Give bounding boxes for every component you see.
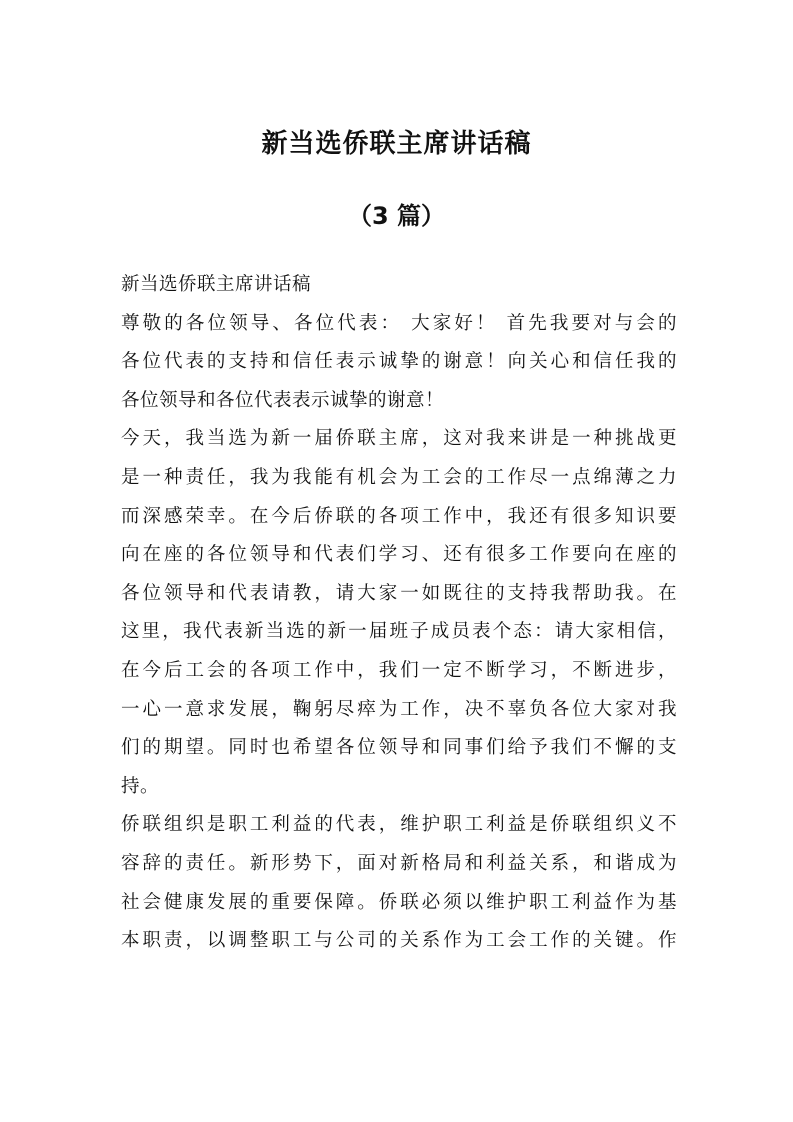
body-line: 向在座的各位领导和代表们学习、还有很多工作要向在座的	[121, 544, 677, 566]
body-line: 今天，我当选为新一届侨联主席，这对我来讲是一种挑战更	[121, 428, 677, 450]
body-line: 侨联组织是职工利益的代表，维护职工利益是侨联组织义不	[121, 814, 677, 836]
document-title: 新当选侨联主席讲话稿	[261, 129, 532, 159]
body-line: 本职责，以调整职工与公司的关系作为工会工作的关键。作	[121, 930, 677, 952]
body-line: 一心一意求发展，鞠躬尽瘁为工作，决不辜负各位大家对我	[121, 698, 677, 720]
body-line: 在今后工会的各项工作中，我们一定不断学习，不断进步，	[121, 659, 677, 681]
body-line: 这里，我代表新当选的新一届班子成员表个态：请大家相信，	[121, 621, 677, 643]
body-line: 持。	[121, 775, 160, 797]
body-line: 容辞的责任。新形势下，面对新格局和利益关系，和谐成为	[121, 852, 677, 874]
body-line: 社会健康发展的重要保障。侨联必须以维护职工利益作为基	[121, 891, 677, 913]
body-line: 各位领导和代表请教，请大家一如既往的支持我帮助我。在	[121, 582, 677, 604]
body-line: 各位领导和各位代表表示诚挚的谢意！	[121, 389, 445, 411]
document-subtitle: （3 篇）	[347, 202, 446, 230]
document-body	[121, 266, 677, 961]
body-line: 而深感荣幸。在今后侨联的各项工作中，我还有很多知识要	[121, 505, 677, 527]
body-line: 们的期望。同时也希望各位领导和同事们给予我们不懈的支	[121, 737, 677, 759]
body-line: 尊敬的各位领导、各位代表： 大家好！ 首先我要对与会的	[121, 312, 677, 334]
body-line: 是一种责任，我为我能有机会为工会的工作尽一点绵薄之力	[121, 466, 677, 488]
body-line: 新当选侨联主席讲话稿	[121, 274, 312, 295]
body-line: 各位代表的支持和信任表示诚挚的谢意！向关心和信任我的	[121, 351, 677, 373]
